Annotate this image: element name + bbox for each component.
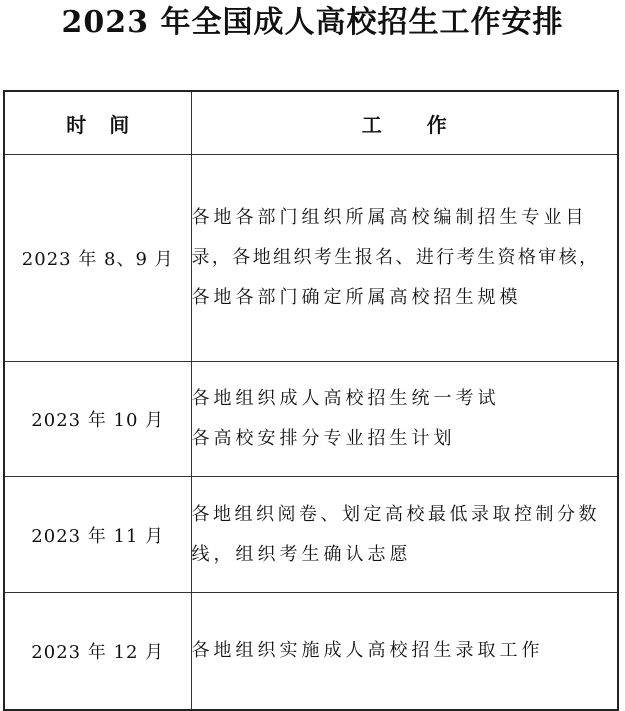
- table-row: [4, 155, 618, 362]
- work-cell: [191, 362, 618, 477]
- table-row: [4, 477, 618, 593]
- work-line: 录，各地组织考生报名、进行考生资格审核，: [191, 247, 600, 268]
- work-cell: [191, 593, 618, 711]
- time-cell: 2023 年 8、9 月: [4, 155, 191, 362]
- work-line: 各地各部门组织所属高校编制招生专业目: [191, 207, 588, 228]
- work-cell: [191, 155, 618, 362]
- time-cell: 2023 年 10 月: [4, 362, 191, 477]
- time-cell: 2023 年 12 月: [4, 593, 191, 711]
- work-line: 各地组织实施成人高校招生录取工作: [191, 640, 544, 661]
- work-line: 各高校安排分专业招生计划: [191, 428, 456, 449]
- schedule-table: [3, 90, 619, 711]
- work-line: 各地组织成人高校招生统一考试: [191, 388, 500, 409]
- work-cell: [191, 477, 618, 593]
- header-time: 时 间: [4, 91, 191, 155]
- time-cell: 2023 年 11 月: [4, 477, 191, 593]
- document-title: 2023 年全国成人高校招生工作安排: [61, 5, 564, 40]
- table-row: [4, 593, 618, 711]
- work-line: 各地各部门确定所属高校招生规模: [191, 287, 522, 308]
- table-header-row: [4, 91, 618, 155]
- work-line: 线，组织考生确认志愿: [191, 543, 412, 565]
- table-row: [4, 362, 618, 477]
- work-line: 各地组织阅卷、划定高校最低录取控制分数: [191, 503, 600, 525]
- header-work: 工 作: [191, 91, 618, 155]
